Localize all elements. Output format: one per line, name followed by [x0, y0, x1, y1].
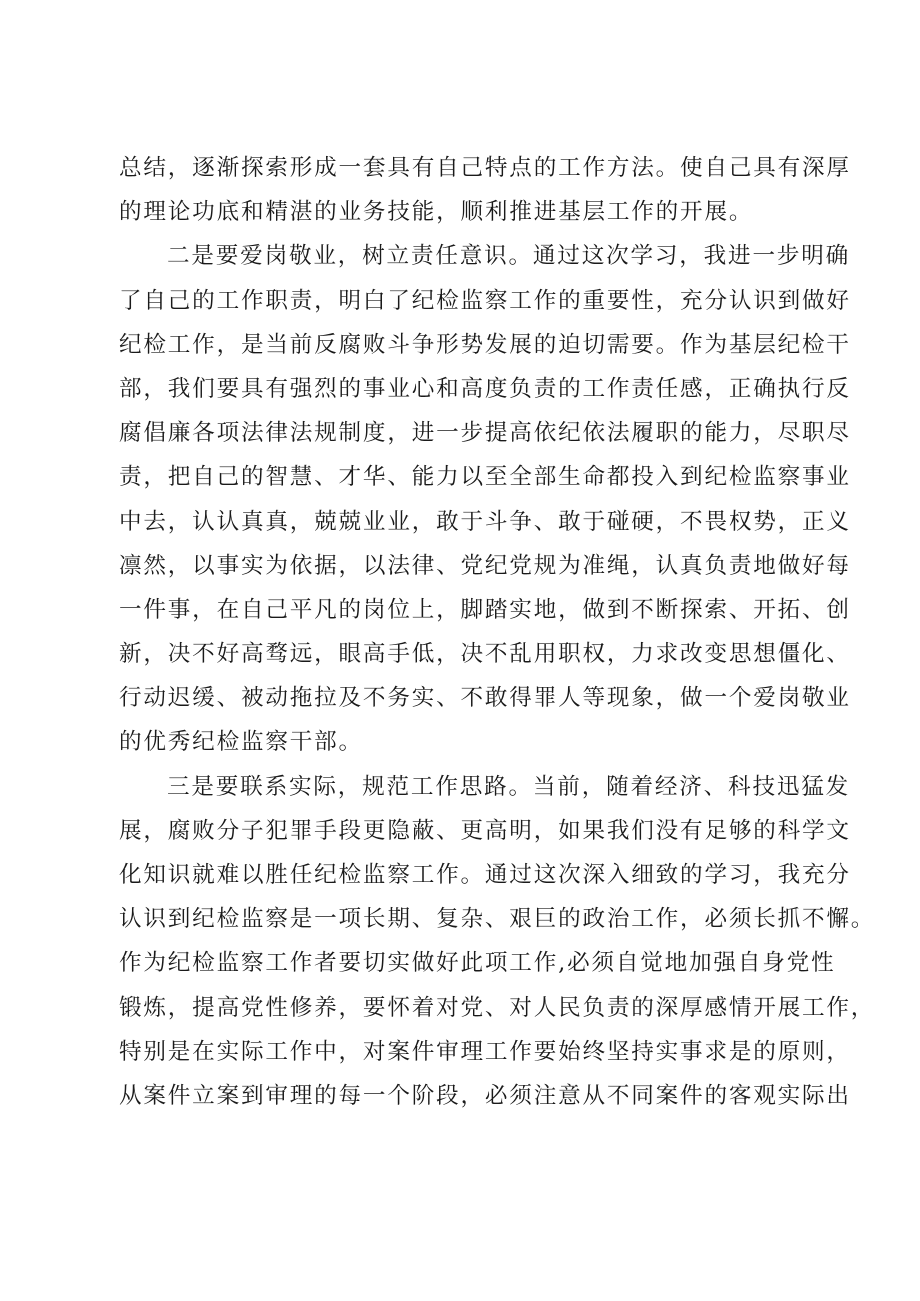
text-line: 三是要联系实际，规范工作思路。当前，随着经济、科技迅猛发 — [167, 773, 851, 800]
text-line: 总结，逐渐探索形成一套具有自己特点的工作方法。使自己具有深厚 — [119, 155, 851, 181]
paragraph-1 — [119, 146, 851, 234]
text-line: 从案件立案到审理的每一个阶段，必须注意从不同案件的客观实际出 — [119, 1082, 851, 1109]
document-body — [119, 146, 876, 1118]
text-line: 锻炼，提高党性修养，要怀着对党、对人民负责的深厚感情开展工作， — [119, 994, 876, 1021]
text-line: 一件事，在自己平凡的岗位上，脚踏实地，做到不断探索、开拓、创 — [119, 596, 851, 623]
text-line: 的理论功底和精湛的业务技能，顺利推进基层工作的开展。 — [119, 199, 754, 226]
text-line: 纪检工作，是当前反腐败斗争形势发展的迫切需要。作为基层纪检干 — [119, 331, 851, 358]
text-line: 部，我们要具有强烈的事业心和高度负责的工作责任感，正确执行反 — [119, 375, 851, 402]
text-line: 凛然，以事实为依据，以法律、党纪党规为准绳，认真负责地做好每 — [119, 552, 851, 579]
text-line: 展，腐败分子犯罪手段更隐蔽、更高明，如果我们没有足够的科学文 — [119, 817, 851, 844]
paragraph-3 — [119, 765, 876, 1119]
text-line: 二是要爱岗敬业，树立责任意识。通过这次学习，我进一步明确 — [167, 243, 851, 270]
text-line: 作为纪检监察工作者要切实做好此项工作,必须自觉地加强自身党性 — [119, 950, 836, 977]
text-line: 特别是在实际工作中，对案件审理工作要始终坚持实事求是的原则， — [119, 1038, 851, 1065]
text-line: 的优秀纪检监察干部。 — [119, 729, 363, 756]
text-line: 认识到纪检监察是一项长期、复杂、艰巨的政治工作，必须长抓不懈。 — [119, 906, 876, 933]
text-line: 腐倡廉各项法律法规制度，进一步提高依纪依法履职的能力，尽职尽 — [119, 420, 851, 447]
text-line: 中去，认认真真，兢兢业业，敢于斗争、敢于碰硬，不畏权势，正义 — [119, 508, 851, 535]
paragraph-2 — [119, 234, 851, 764]
text-line: 责，把自己的智慧、才华、能力以至全部生命都投入到纪检监察事业 — [119, 464, 851, 491]
text-line: 化知识就难以胜任纪检监察工作。通过这次深入细致的学习，我充分 — [119, 862, 851, 888]
text-line: 行动迟缓、被动拖拉及不务实、不敢得罪人等现象，做一个爱岗敬业 — [119, 685, 851, 712]
text-line: 新，决不好高骛远，眼高手低，决不乱用职权，力求改变思想僵化、 — [119, 641, 851, 668]
text-line: 了自己的工作职责，明白了纪检监察工作的重要性，充分认识到做好 — [119, 287, 851, 314]
